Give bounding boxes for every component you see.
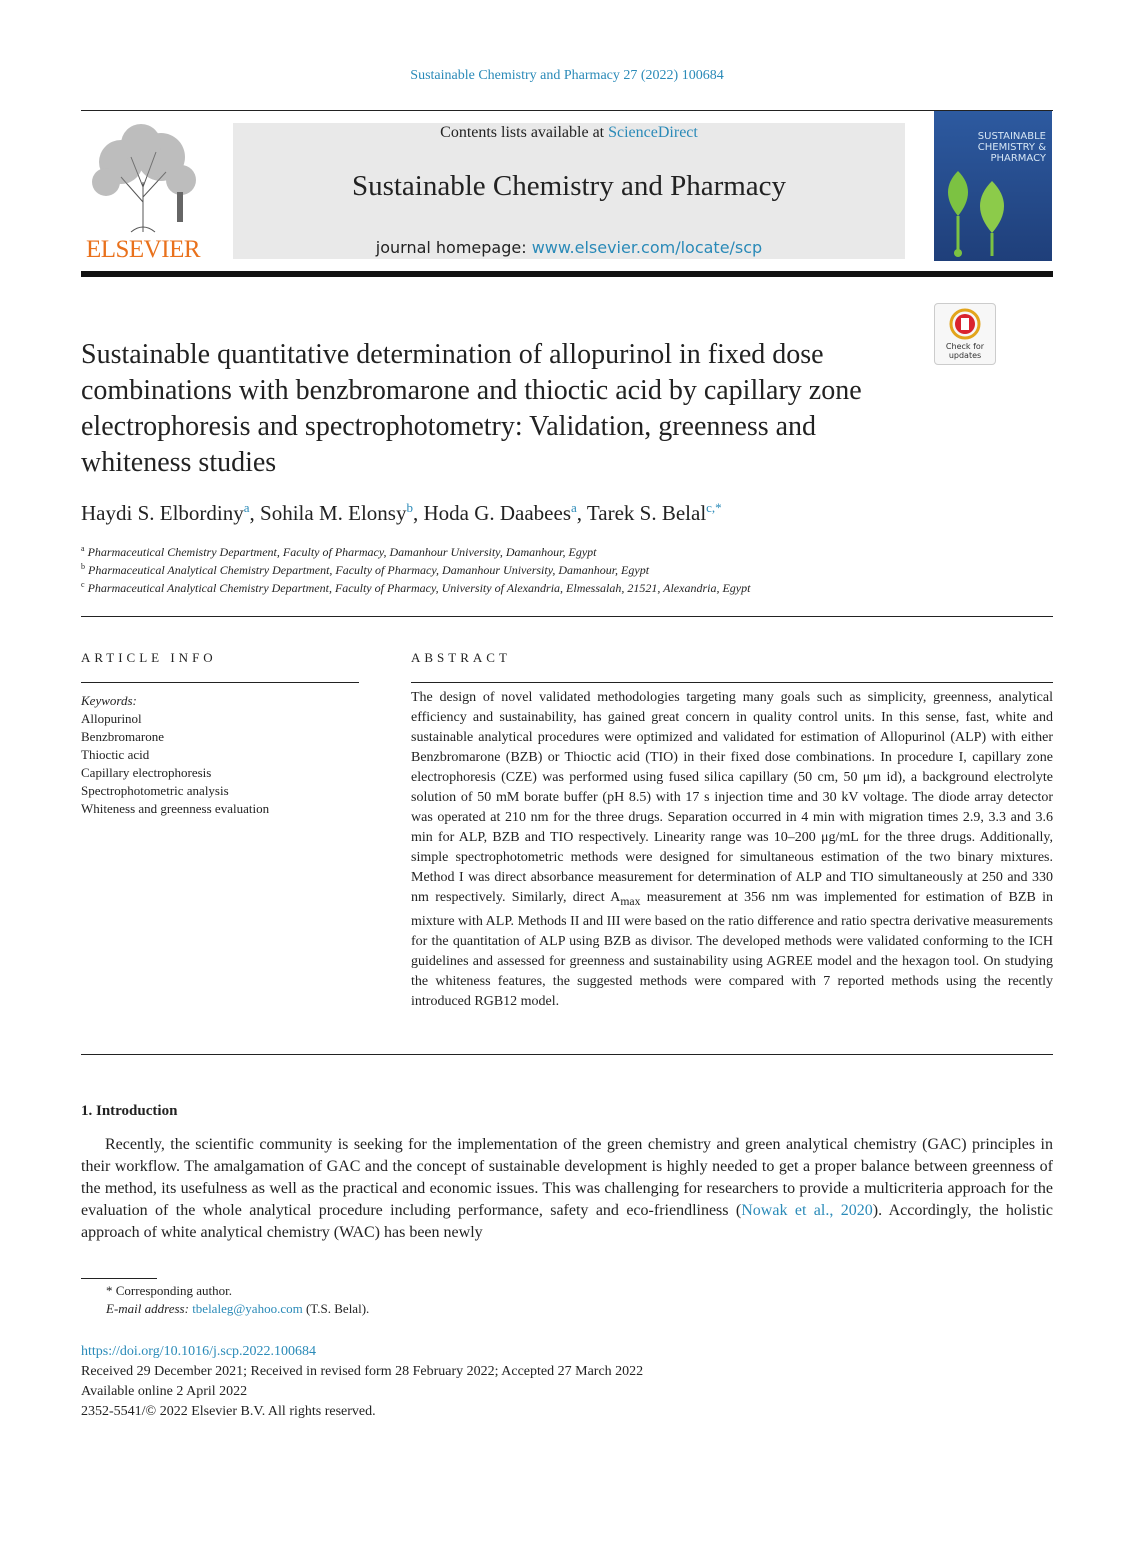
citation-link[interactable]: Nowak et al., 2020 (741, 1202, 873, 1219)
keyword-item: Whiteness and greenness evaluation (81, 801, 270, 816)
affiliation (81, 562, 649, 578)
abstract-rule (411, 682, 1053, 683)
keywords-block (81, 692, 361, 818)
affiliation-text: Pharmaceutical Chemistry Department, Faculty of Pharmacy, Damanhour University, Damanhour, Egypt (87, 545, 597, 559)
check-updates-label: Check for updates (945, 342, 985, 360)
author-sep: , (412, 501, 424, 525)
introduction-body (81, 1134, 1053, 1244)
journal-cover[interactable] (934, 111, 1052, 261)
author-list (81, 500, 981, 526)
keywords-label: Keywords: (81, 693, 137, 708)
intro-text-part: Recently, the scientific community is seeking for the implementation of the green chemistry and green analytical chemistry (GAC) principles in their workflow. The amalgamation of GAC and the concept of sustainable development is highly needed to get a proper balance between greenness of the method, its usefulness as well as the practical and economic issues. This was challenging for researchers to provide a multicriteria approach for the evaluation of the whole analytical procedure including performance, safety and eco-friendliness ( (81, 1136, 1053, 1219)
journal-reference[interactable]: Sustainable Chemistry and Pharmacy 27 (2022) 100684 (410, 68, 724, 83)
check-for-updates-badge[interactable] (934, 303, 996, 365)
journal-name: Sustainable Chemistry and Pharmacy (351, 170, 787, 202)
author-affil-sup[interactable]: a (571, 500, 577, 515)
affiliation-text: Pharmaceutical Analytical Chemistry Department, Faculty of Pharmacy, University of Alexandria, Elmessalah, 21521, Alexandria, Egypt (87, 581, 751, 595)
abstract-end-rule (81, 1054, 1053, 1055)
author-affil-sup[interactable]: b (406, 500, 413, 515)
abstract-text-part: measurement at 356 nm was implemented for estimation of BZB in mixture with ALP. Methods II and III were based on the ratio difference and ratio spectra derivative measurements for the quantitation of ALP using BZB as divisor. The developed methods were validated conforming to the ICH guidelines and assessed for greenness and sustainability using AGREE model and the hexagon tool. On studying the whiteness features, the suggested methods were compared with 7 reported methods using the recently introduced RGB12 model. (411, 890, 1053, 1009)
cover-title: SUSTAINABLE CHEMISTRY & PHARMACY (977, 131, 1046, 164)
header-rule (81, 110, 1053, 111)
contents-line (233, 124, 905, 142)
check-updates-icon (949, 308, 981, 340)
homepage-link[interactable]: www.elsevier.com/locate/scp (531, 238, 763, 257)
article-title: Sustainable quantitative determination of allopurinol in fixed dose combinations with benzbromarone and thioctic acid by capillary zone electrophoresis and spectrophotometry: Validation, greenness and whiteness studies (81, 339, 862, 478)
email-suffix: (T.S. Belal). (302, 1301, 370, 1316)
affiliation-sup: c (81, 580, 85, 589)
email-note (106, 1300, 369, 1318)
homepage-prefix: journal homepage: (375, 238, 532, 257)
cover-leaf-icon (934, 161, 1052, 261)
email-label: E-mail address: (106, 1301, 193, 1316)
keyword-item: Allopurinol (81, 711, 142, 726)
introduction-heading: 1. Introduction (81, 1103, 178, 1119)
author-name: Tarek S. Belal (586, 501, 707, 525)
contents-prefix: Contents lists available at (440, 124, 609, 141)
affiliation-sup: b (81, 562, 85, 571)
affiliation-sup: a (81, 544, 85, 553)
author-affil-sup[interactable]: c,* (706, 500, 722, 515)
email-link[interactable]: tbelaleg@yahoo.com (192, 1301, 303, 1316)
author-name: Hoda G. Daabees (423, 501, 571, 525)
abstract-text-part: The design of novel validated methodologies targeting many goals such as simplicity, greenness, analytical efficiency and sustainability, has gained great concern in quality control units. In this sense, fast, white and sustainable analytical procedures were optimized and validated for estimation of Allopurinol (ALP) with either Benzbromarone (BZB) or Thioctic acid (TIO) in their fixed dose combinations. In procedure I, capillary zone electrophoresis (CZE) was performed using fused silica capillary (50 cm, 50 μm id), a background electrolyte solution of 50 mM borate buffer (pH 8.5) with 17 s injection time and 30 kV voltage. The diode array detector was operated at 210 nm for the three drugs. Separation occurred in 4 min with migration times 2.9, 3.3 and 3.6 min for ALP, BZB and TIO respectively. Linearity range was 10–200 μg/mL for the three drugs. Additionally, simple spectrophotometric methods were designed for simultaneous estimation of the two binary mixtures. Method I was direct absorbance measurement for determination of ALP and TIO simultaneously at 250 and 330 nm respectively. Similarly, direct A (411, 690, 1053, 905)
doi-link[interactable]: https://doi.org/10.1016/j.scp.2022.100684 (81, 1344, 317, 1359)
received-dates: Received 29 December 2021; Received in revised form 28 February 2022; Accepted 27 March 2022 (81, 1364, 644, 1379)
author-name: Haydi S. Elbordiny (81, 501, 244, 525)
sciencedirect-link[interactable]: ScienceDirect (608, 124, 698, 141)
publication-info (81, 1342, 643, 1422)
affiliation (81, 544, 597, 560)
abstract-heading: ABSTRACT (411, 650, 511, 665)
author-sep: , (249, 501, 261, 525)
copyright: 2352-5541/© 2022 Elsevier B.V. All rights reserved. (81, 1404, 376, 1419)
article-info-rule (81, 682, 359, 683)
author-name: Sohila M. Elonsy (260, 501, 407, 525)
intro-text-part: ). Accordingly, the holistic approach of white analytical chemistry (WAC) has been newly (81, 1202, 1054, 1241)
homepage-line (233, 238, 905, 257)
elsevier-wordmark: ELSEVIER (85, 236, 201, 263)
keyword-item: Capillary electrophoresis (81, 765, 212, 780)
abstract-subscript: max (620, 894, 641, 908)
affiliation-text: Pharmaceutical Analytical Chemistry Department, Faculty of Pharmacy, Damanhour University, Damanhour, Egypt (88, 563, 650, 577)
footnotes (106, 1282, 369, 1318)
keyword-item: Spectrophotometric analysis (81, 783, 229, 798)
article-info-heading: ARTICLE INFO (81, 650, 217, 665)
keyword-item: Benzbromarone (81, 729, 165, 744)
author-sep: , (576, 501, 587, 525)
section-rule (81, 616, 1053, 617)
header-thick-rule (81, 271, 1053, 277)
footnote-rule (81, 1278, 157, 1279)
abstract-body (411, 688, 1053, 1012)
available-online: Available online 2 April 2022 (81, 1384, 248, 1399)
affiliation (81, 580, 750, 596)
corresponding-author-note: * Corresponding author. (106, 1283, 233, 1298)
keyword-item: Thioctic acid (81, 747, 150, 762)
author-affil-sup[interactable]: a (243, 500, 250, 515)
